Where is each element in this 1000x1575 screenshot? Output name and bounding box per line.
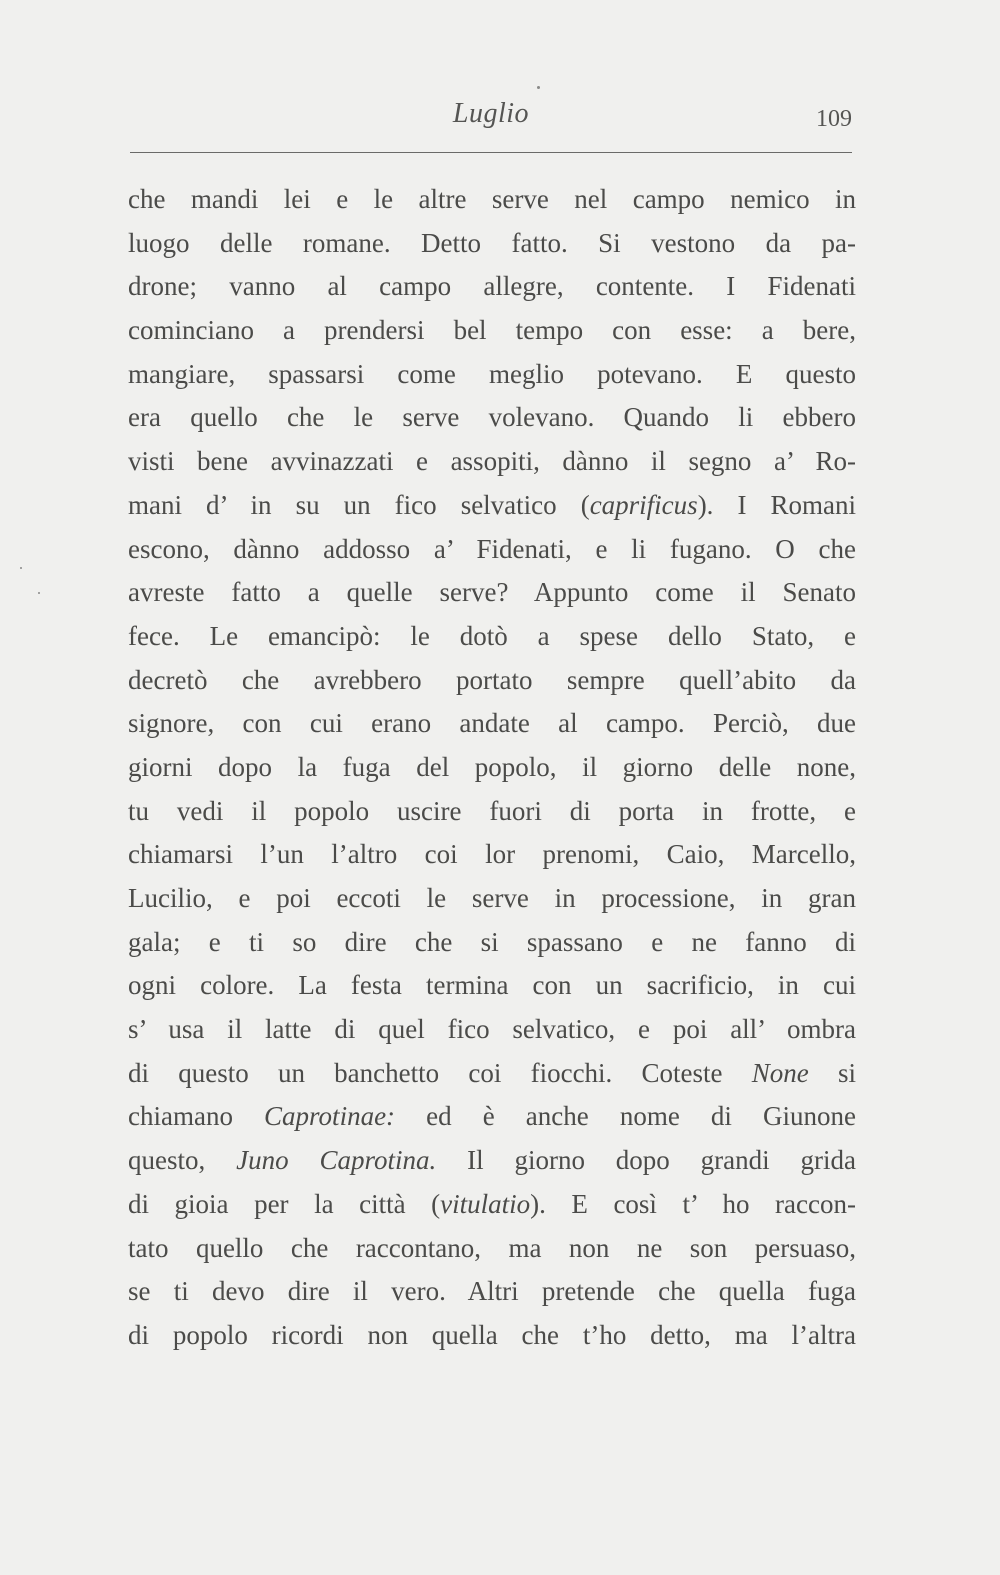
- text-run: mangiare, spassarsi come meglio potevano. E questo: [128, 358, 856, 389]
- text-run: che mandi lei e le altre serve nel campo nemico in: [128, 184, 856, 214]
- body-text: [128, 178, 856, 1358]
- text-run: chiamarsi l’un l’altro coi lor prenomi, Caio, Marcello,: [128, 839, 856, 870]
- text-run: Lucilio, e poi eccoti le serve in processione, in gran: [128, 883, 856, 913]
- text-line: [128, 1270, 856, 1314]
- text-run: di gioia per la città (: [128, 1188, 441, 1219]
- text-line: [128, 1139, 856, 1183]
- text-run: s’ usa il latte di quel fico selvatico, e poi all’ ombra: [128, 1014, 856, 1045]
- italic-term: vitulatio: [440, 1188, 531, 1219]
- text-line: [128, 746, 856, 790]
- text-run: visti bene avvinazzati e assopiti, dànno il segno a’ Ro-: [128, 446, 856, 477]
- text-run: chiamano: [128, 1101, 265, 1132]
- text-line: [128, 222, 856, 266]
- speck: [38, 592, 40, 594]
- speck: [537, 86, 540, 89]
- italic-term: Caprotinae:: [264, 1101, 396, 1132]
- text-line: [128, 921, 856, 965]
- text-line: [128, 615, 856, 659]
- text-run: ). E così t’ ho raccon-: [530, 1188, 856, 1219]
- text-run: fece. Le emancipò: le dotò a spese dello Stato, e: [128, 620, 856, 651]
- text-line: [128, 833, 856, 877]
- text-run: mani d’ in su un fico selvatico (: [128, 489, 590, 520]
- text-line: [128, 702, 856, 746]
- text-line: [128, 1314, 856, 1358]
- text-run: di popolo ricordi non quella che t’ho detto, ma l’altra: [128, 1319, 856, 1350]
- text-run: si: [808, 1057, 856, 1088]
- running-header: [130, 96, 852, 152]
- text-line: [128, 1227, 856, 1271]
- text-line: [128, 484, 856, 528]
- text-line: [128, 528, 856, 572]
- text-run: era quello che le serve volevano. Quando li ebbero: [128, 402, 856, 433]
- speck: [20, 567, 22, 569]
- text-line: [128, 440, 856, 484]
- header-title: Luglio: [452, 98, 530, 129]
- header-rule: [130, 152, 852, 153]
- text-run: ed è anche nome di Giunone: [395, 1101, 856, 1132]
- text-run: gala; e ti so dire che si spassano e ne fanno di: [128, 926, 856, 957]
- text-run: decretò che avrebbero portato sempre quell’abito da: [128, 664, 856, 695]
- text-run: luogo delle romane. Detto fatto. Si vestono da pa-: [128, 227, 856, 258]
- text-run: cominciano a prendersi bel tempo con esse: a bere,: [128, 315, 856, 346]
- text-run: tato quello che raccontano, ma non ne son persuaso,: [128, 1232, 856, 1263]
- text-run: se ti devo dire il vero. Altri pretende che quella fuga: [128, 1276, 856, 1307]
- text-line: [128, 1183, 856, 1227]
- text-run: ogni colore. La festa termina con un sacrificio, in cui: [128, 970, 856, 1001]
- text-line: [128, 396, 856, 440]
- text-line: [128, 309, 856, 353]
- text-run: signore, con cui erano andate al campo. Perciò, due: [128, 708, 856, 739]
- text-line: [128, 877, 856, 921]
- text-line: [128, 265, 856, 309]
- text-line: [128, 353, 856, 397]
- text-run: di questo un banchetto coi fiocchi. Coteste: [128, 1057, 752, 1088]
- italic-term: Juno Caprotina.: [236, 1145, 437, 1176]
- text-line: [128, 178, 856, 222]
- text-run: ). I Romani: [697, 489, 856, 520]
- text-run: questo,: [128, 1145, 237, 1176]
- text-line: [128, 1008, 856, 1052]
- text-run: escono, dànno addosso a’ Fidenati, e li fugano. O che: [128, 533, 856, 564]
- text-run: tu vedi il popolo uscire fuori di porta in frotte, e: [128, 795, 856, 826]
- page-number: 109: [816, 106, 852, 132]
- text-line: [128, 1095, 856, 1139]
- text-run: avreste fatto a quelle serve? Appunto come il Senato: [128, 577, 856, 608]
- italic-term: None: [751, 1057, 809, 1088]
- text-line: [128, 1052, 856, 1096]
- text-line: [128, 571, 856, 615]
- text-run: drone; vanno al campo allegre, contente. I Fidenati: [128, 271, 856, 302]
- italic-term: caprificus: [589, 489, 698, 520]
- text-run: Il giorno dopo grandi grida: [436, 1145, 856, 1176]
- text-line: [128, 790, 856, 834]
- text-run: giorni dopo la fuga del popolo, il giorno delle none,: [128, 751, 856, 782]
- text-line: [128, 659, 856, 703]
- text-line: [128, 964, 856, 1008]
